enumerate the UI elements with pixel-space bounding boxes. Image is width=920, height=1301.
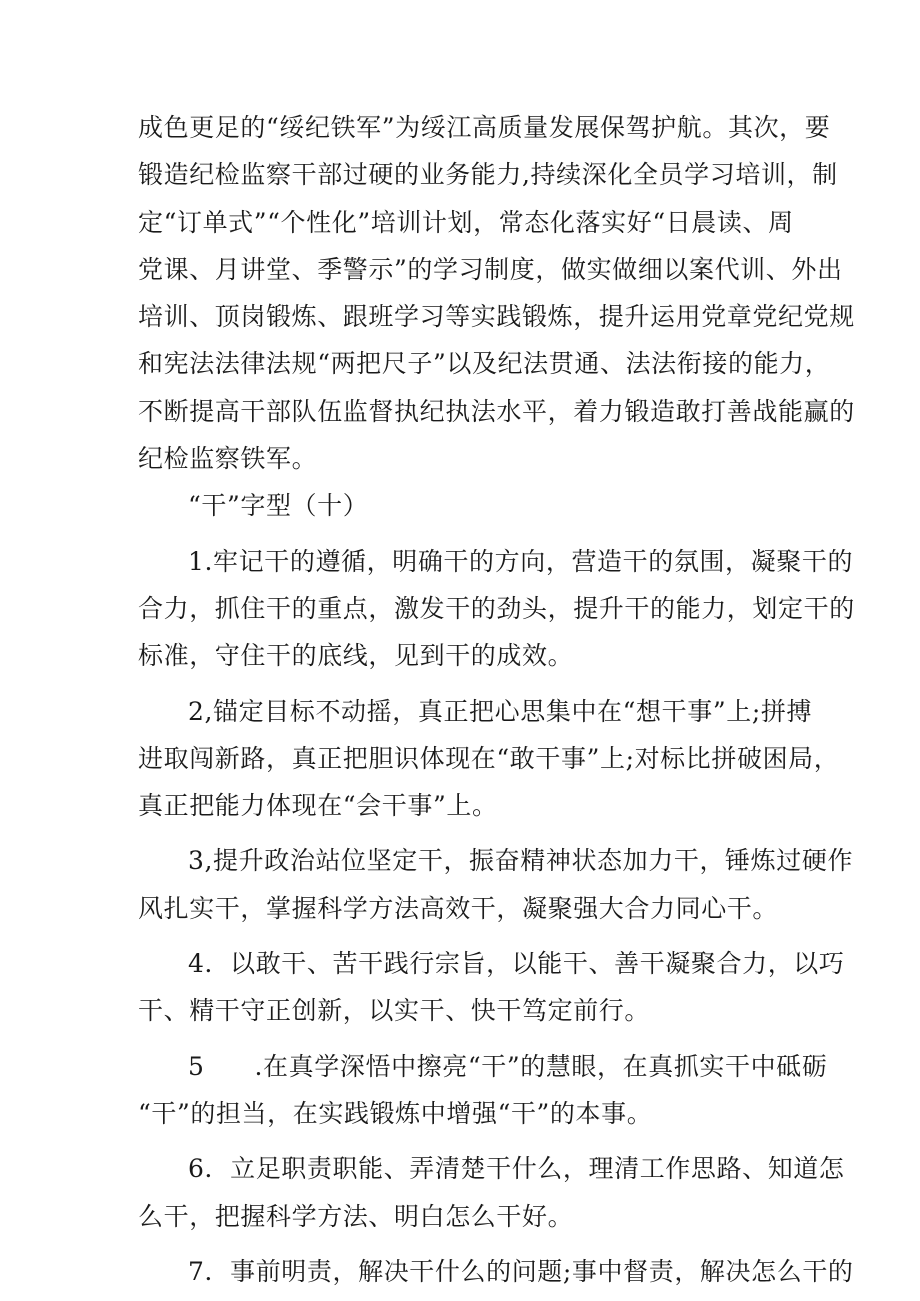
text-line: 6．立足职责职能、弄清楚干什么，理清工作思路、知道怎 <box>188 1154 845 1184</box>
document-body <box>138 104 855 1295</box>
text-line: 干、精干守正创新，以实干、快干笃定前行。 <box>138 996 651 1026</box>
section-heading <box>138 482 786 529</box>
text-line: 定“订单式”“个性化”培训计划，常态化落实好“日晨读、周 <box>138 207 794 237</box>
paragraph-item-5 <box>138 1043 828 1138</box>
text-line: 风扎实干，掌握科学方法高效干，凝聚强大合力同心干。 <box>138 893 779 923</box>
text-line: 2,锚定目标不动摇，真正把心思集中在“想干事”上;拼搏 <box>188 696 813 726</box>
text-line-numbered <box>138 1043 828 1090</box>
text-line: 标准，守住干的底线，见到干的成效。 <box>138 641 574 671</box>
text-line: 真正把能力体现在“会干事”上。 <box>138 791 498 821</box>
text-line: 锻造纪检监察干部过硬的业务能力,持续深化全员学习培训，制 <box>138 160 838 190</box>
paragraph-item-4 <box>138 940 845 1035</box>
text-line: 培训、顶岗锻炼、跟班学习等实践锻炼，提升运用党章党纪党规 <box>138 302 855 332</box>
heading-text: “干”字型（十） <box>188 491 369 521</box>
text-line: 和宪法法律法规“两把尺子”以及纪法贯通、法法衔接的能力， <box>138 349 831 379</box>
paragraph-item-3 <box>138 837 854 932</box>
paragraph-item-6 <box>138 1145 845 1240</box>
text-line: 进取闯新路，真正把胆识体现在“敢干事”上;对标比拼破困局， <box>138 743 840 773</box>
text-line: 1.牢记干的遵循，明确干的方向，营造干的氛围，凝聚干的 <box>188 546 854 576</box>
text-line: 合力，抓住干的重点，激发干的劲头，提升干的能力，划定干的 <box>138 593 855 623</box>
item-number: 5 <box>188 1051 205 1081</box>
text-line: 么干，把握科学方法、明白怎么干好。 <box>138 1201 574 1231</box>
text-line: 纪检监察铁军。 <box>138 444 318 474</box>
paragraph-item-2 <box>138 688 840 830</box>
text-line: “干”的担当，在实践锻炼中增强“干”的本事。 <box>138 1098 653 1128</box>
paragraph-item-7 <box>138 1248 854 1295</box>
text-line: 成色更足的“绥纪铁军”为绥江高质量发展保驾护航。其次，要 <box>138 113 831 142</box>
text-line: 3,提升政治站位坚定干，振奋精神状态加力干，锤炼过硬作 <box>188 846 854 876</box>
item-text: .在真学深悟中擦亮“干”的慧眼，在真抓实干中砥砺 <box>254 1051 828 1081</box>
text-line: 党课、月讲堂、季警示”的学习制度，做实做细以案代训、外出 <box>138 254 843 284</box>
paragraph-item-1 <box>138 538 855 680</box>
text-line: 7．事前明责，解决干什么的问题;事中督责，解决怎么干的 <box>188 1256 854 1286</box>
text-line: 不断提高干部队伍监督执纪执法水平，着力锻造敢打善战能赢的 <box>138 396 855 426</box>
text-line: 4．以敢干、苦干践行宗旨，以能干、善干凝聚合力，以巧 <box>188 949 845 979</box>
paragraph-intro <box>138 104 855 482</box>
